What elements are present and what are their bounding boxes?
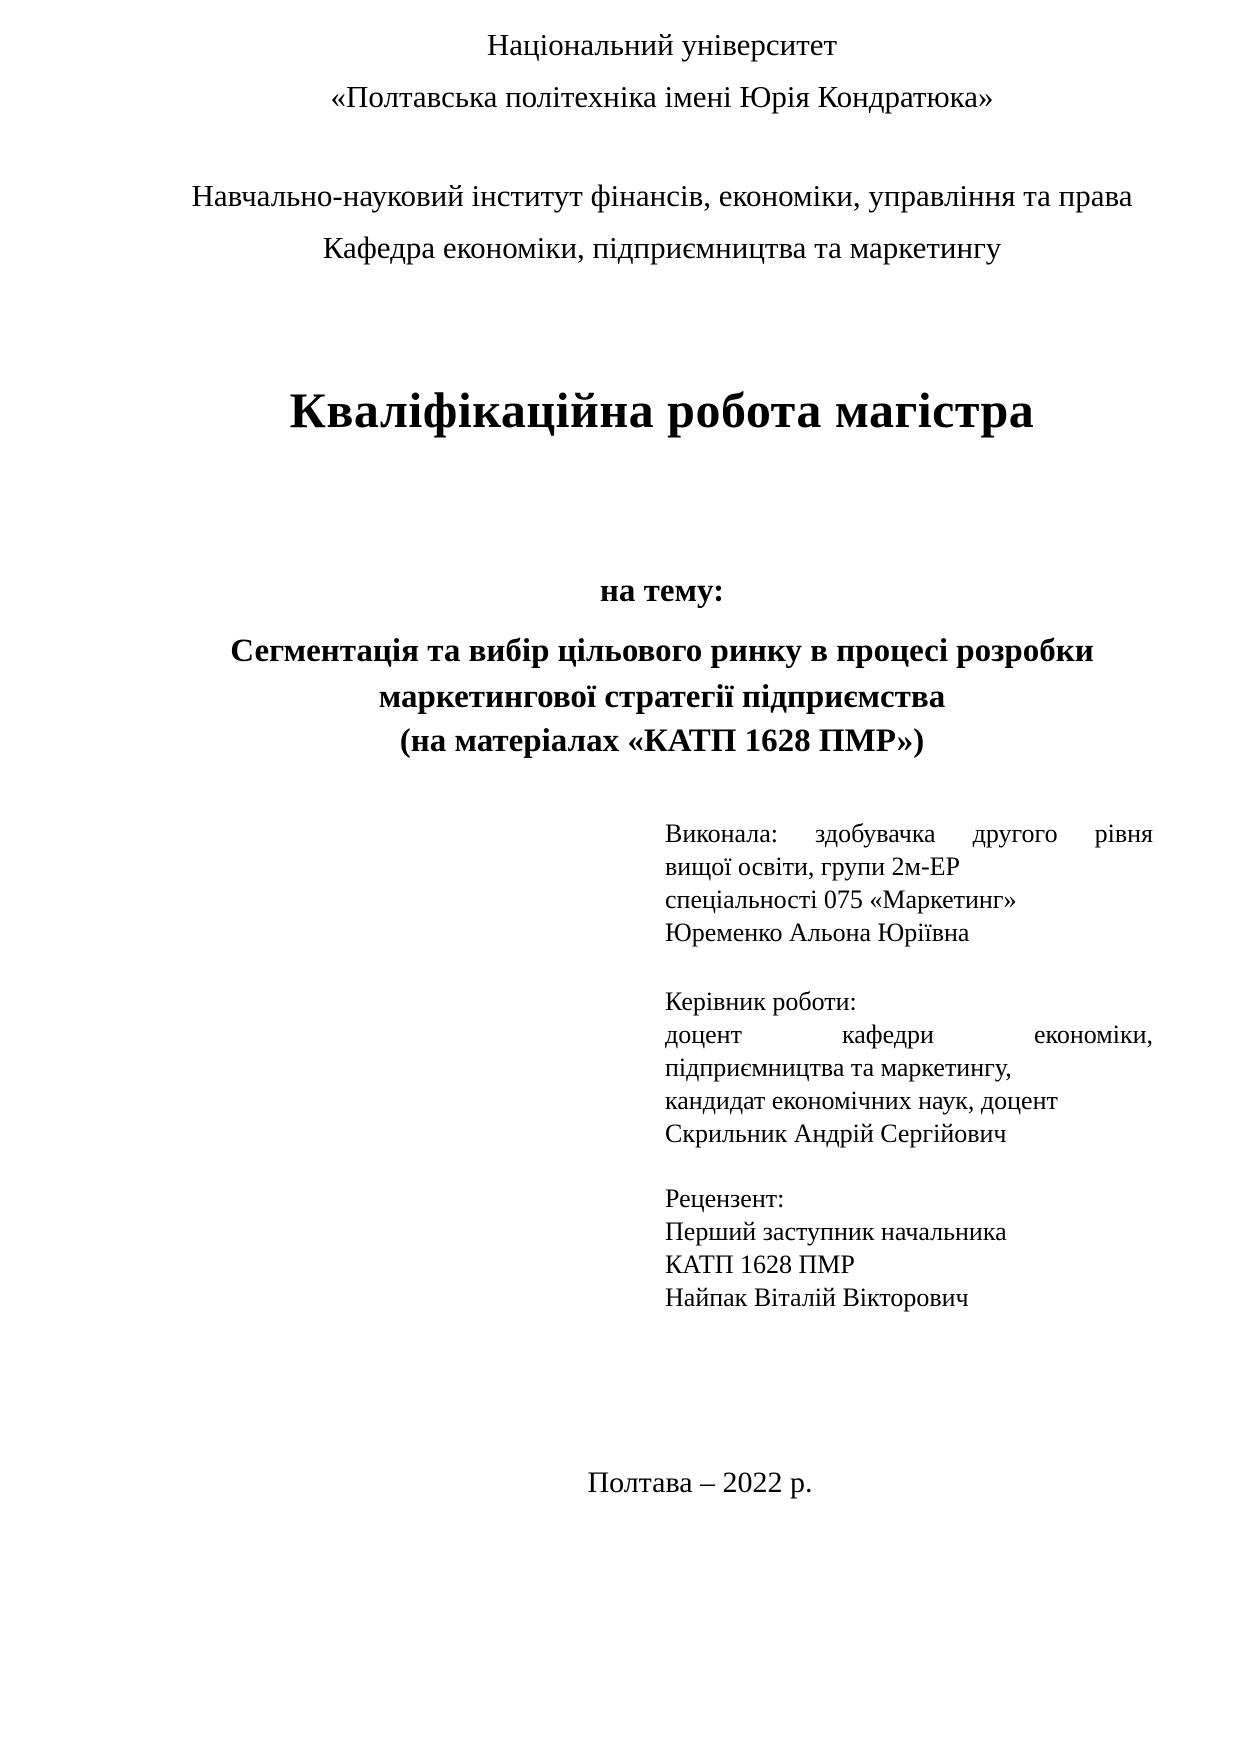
performer-name: Юременко Альона Юріївна [665, 918, 970, 947]
city-year-line: Полтава – 2022 р. [587, 1466, 813, 1499]
university-name: Національний університет [486, 27, 838, 62]
supervisor-name: Скрильник Андрій Сергійович [665, 1119, 1007, 1148]
supervisor-line-1: доцент кафедри економіки, [665, 1020, 1153, 1049]
university-quoted-name: «Полтавська політехніка імені Юрія Кондратюка» [330, 79, 994, 114]
reviewer-line-2: КАТП 1628 ПМР [665, 1250, 855, 1279]
supervisor-line-3: кандидат економічних наук, доцент [665, 1086, 1058, 1115]
reviewer-name: Найпак Віталій Вікторович [665, 1283, 969, 1312]
performer-block [665, 817, 1153, 949]
reviewer-label: Рецензент: [665, 1184, 785, 1213]
topic-label: на тему: [599, 573, 725, 609]
page-title: Кваліфікаційна робота магістра [289, 382, 1035, 438]
topic-line-3: (на матеріалах «КАТП 1628 ПМР») [399, 723, 925, 759]
performer-line-2: вищої освіти, групи 2м-ЕР [665, 852, 961, 881]
performer-line-1: Виконала: здобувачка другого рівня [665, 819, 1153, 848]
supervisor-label: Керівник роботи: [665, 987, 857, 1016]
topic-line-1: Сегментація та вибір цільового ринку в процесі розробки [230, 633, 1094, 669]
supervisor-block [665, 985, 1153, 1150]
department-name: Кафедра економіки, підприємництва та маркетингу [322, 230, 1002, 265]
institute-name: Навчально-науковий інститут фінансів, економіки, управління та права [191, 178, 1133, 213]
topic-line-2: маркетингової стратегії підприємства [378, 679, 946, 715]
supervisor-line-2: підприємництва та маркетингу, [665, 1053, 1012, 1082]
reviewer-line-1: Перший заступник начальника [665, 1217, 1007, 1246]
performer-line-3: спеціальності 075 «Маркетинг» [665, 885, 1017, 914]
reviewer-block [665, 1182, 1153, 1314]
